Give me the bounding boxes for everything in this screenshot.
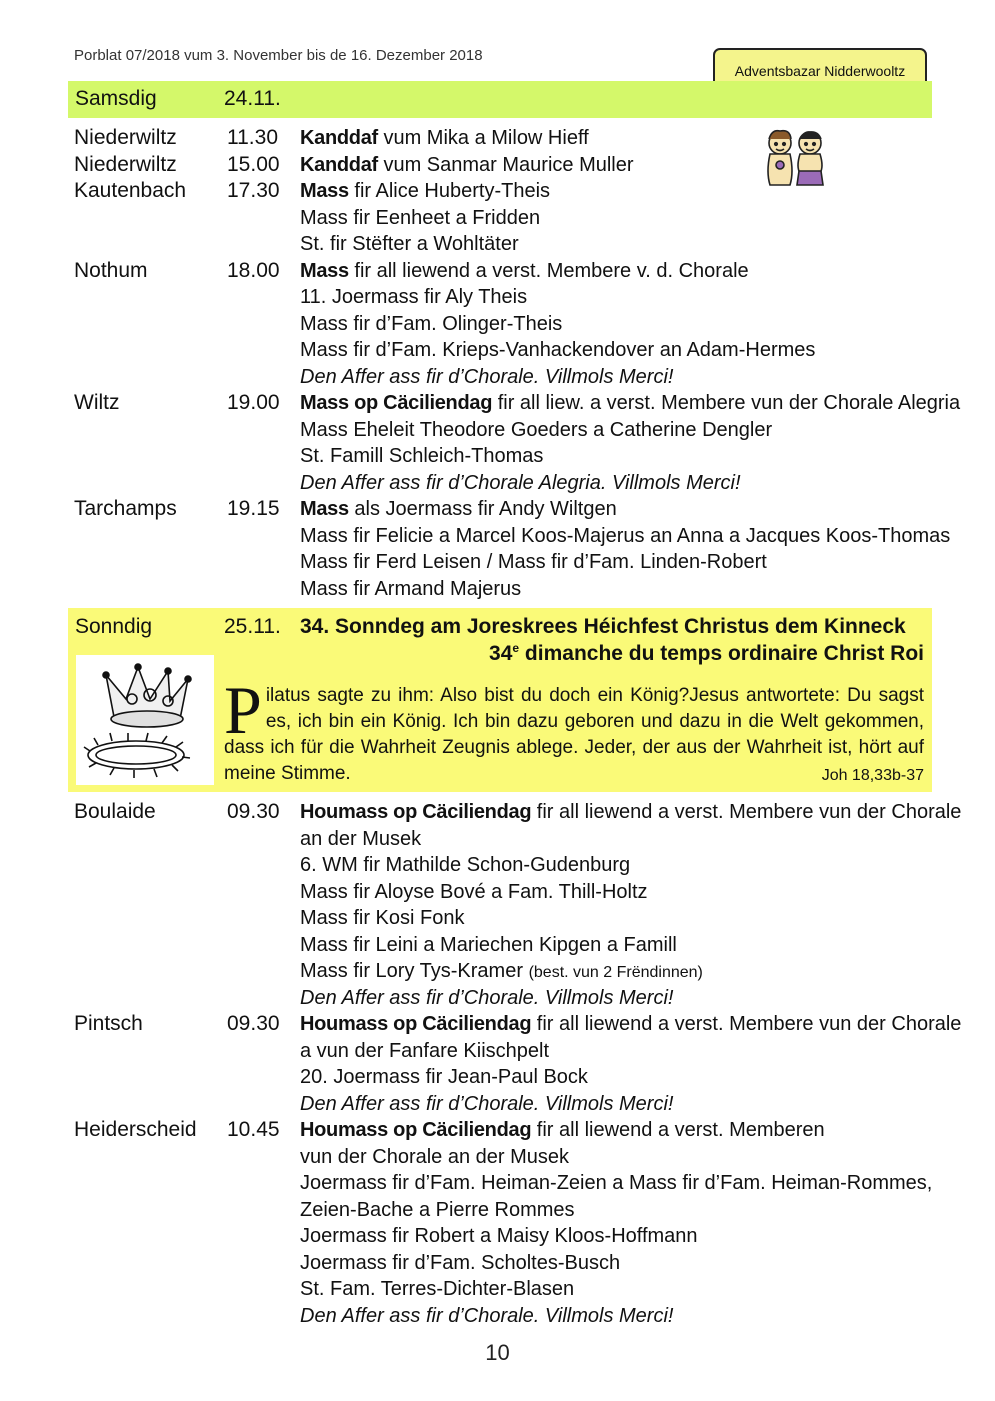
entry-time: 15.00 (227, 152, 280, 176)
entry-line: St. Famill Schleich-Thomas (300, 445, 544, 467)
entry-line: Mass fir Leini a Mariechen Kipgen a Famill (300, 933, 677, 956)
quote-text: ilatus sagte zu ihm: Also bist du doch ein König?Jesus antwortete: Du sagst es, ich bin ein König. Ich bin dazu geboren und dazu in die Welt gekommen, dass ich für die Wahrheit Zeugnis ablege. Jeder, der aus der Wahrheit ist, hört auf meine Stimme. (224, 685, 924, 784)
entry-line: Kanddaf vum Sanmar Maurice Muller (300, 153, 634, 176)
quote-reference: Joh 18,33b-37 (821, 767, 924, 784)
entry-time: 10.45 (227, 1118, 280, 1141)
entry-place: Heiderscheid (74, 1118, 197, 1141)
entry-line: Houmass op Cäciliendag fir all liewend a verst. Membere vun der Chorale (300, 1013, 962, 1035)
entry-line: Mass fir d’Fam. Krieps-Vanhackendover an Adam-Hermes (300, 339, 816, 361)
saturday-band (68, 81, 932, 118)
entry-line: Mass fir Alice Huberty-Theis (300, 180, 551, 202)
sunday-band (68, 608, 932, 792)
gospel-quote (224, 672, 924, 789)
sunday-subtitle: 34e dimanche du temps ordinaire Christ Roi (489, 641, 924, 665)
entry-line: Mass fir Ferd Leisen / Mass fir d’Fam. Linden-Robert (300, 551, 767, 573)
entry-line: Den Affer ass fir d’Chorale. Villmols Merci! (300, 365, 674, 388)
entry-line: Joermass fir d’Fam. Scholtes-Busch (300, 1251, 621, 1274)
crown-illustration (76, 655, 214, 785)
entry-line: Mass fir all liewend a verst. Membere v. d. Chorale (300, 259, 749, 282)
entry-line: 6. WM fir Mathilde Schon-Gudenburg (300, 854, 631, 876)
saturday-day: Samsdig (75, 87, 157, 110)
entry-line: Kanddaf vum Mika a Milow Hieff (300, 127, 589, 149)
entry-line: Mass fir Armand Majerus (300, 577, 522, 600)
entry-line: St. Fam. Terres-Dichter-Blasen (300, 1278, 575, 1300)
entry-place: Nothum (74, 258, 148, 282)
entry-place: Tarchamps (74, 497, 177, 520)
entry-time: 19.15 (227, 497, 280, 520)
entry-time: 18.00 (227, 258, 280, 282)
entry-line: Joermass fir Robert a Maisy Kloos-Hoffmann (300, 1225, 698, 1247)
entry-line: Houmass op Cäciliendag fir all liewend a verst. Membere vun der Chorale (300, 801, 962, 823)
entry-line: a vun der Fanfare Kiischpelt (300, 1039, 550, 1062)
entry-line: Mass als Joermass fir Andy Wiltgen (300, 498, 617, 520)
entry-line: Mass op Cäciliendag fir all liew. a verst. Membere vun der Chorale Alegria (300, 392, 961, 414)
entry-line: St. fir Stëfter a Wohltäter (300, 233, 519, 255)
sunday-day: Sonndig (75, 615, 153, 638)
entry-line: Mass Eheleit Theodore Goeders a Catherine Dengler (300, 418, 773, 441)
saturday-date: 24.11. (224, 87, 281, 110)
entry-line: Den Affer ass fir d’Chorale. Villmols Merci! (300, 1304, 674, 1327)
entry-line: Den Affer ass fir d’Chorale. Villmols Merci! (300, 986, 674, 1009)
entry-place: Kautenbach (74, 179, 187, 202)
entry-line: an der Musek (300, 827, 422, 850)
page-number: 10 (485, 1340, 510, 1365)
entry-time: 09.30 (227, 1012, 280, 1035)
entry-line: Den Affer ass fir d’Chorale. Villmols Merci! (300, 1092, 674, 1115)
entry-time: 11.30 (227, 126, 278, 149)
page-header: Porblat 07/2018 vum 3. November bis de 16. Dezember 2018 (74, 47, 483, 64)
entry-line: Den Affer ass fir d’Chorale Alegria. Villmols Merci! (300, 471, 741, 494)
entry-line: Zeien-Bache a Pierre Rommes (300, 1198, 575, 1221)
entry-time: 09.30 (227, 800, 280, 823)
entry-place: Wiltz (74, 391, 120, 414)
entry-place: Pintsch (74, 1012, 143, 1035)
quote-dropcap: P (224, 672, 262, 748)
entry-place: Niederwiltz (74, 126, 177, 149)
entry-line: Mass fir Eenheet a Fridden (300, 206, 541, 229)
entry-place: Niederwiltz (74, 152, 177, 176)
entry-line: Mass fir Felicie a Marcel Koos-Majerus an Anna a Jacques Koos-Thomas (300, 524, 951, 547)
entry-line: Mass fir Aloyse Bové a Fam. Thill-Holtz (300, 880, 648, 903)
entry-time: 17.30 (227, 179, 280, 202)
sunday-title: 34. Sonndeg am Joreskrees Héichfest Christus dem Kinneck (300, 615, 906, 638)
entry-line: 11. Joermass fir Aly Theis (300, 286, 528, 308)
entry-time: 19.00 (227, 391, 280, 414)
crown-and-thorns-icon (76, 655, 214, 785)
entry-line: 20. Joermass fir Jean-Paul Bock (300, 1066, 588, 1088)
sunday-date: 25.11. (224, 615, 281, 638)
entry-line: vun der Chorale an der Musek (300, 1145, 570, 1168)
entry-line: Mass fir Kosi Fonk (300, 907, 465, 929)
entry-line: Joermass fir d’Fam. Heiman-Zeien a Mass fir d’Fam. Heiman-Rommes, (300, 1172, 933, 1194)
notice-title: Adventsbazar Nidderwooltz (734, 63, 906, 79)
entry-line: Mass fir d’Fam. Olinger-Theis (300, 312, 563, 335)
entry-line: Mass fir Lory Tys-Kramer (best. vun 2 Frëndinnen) (300, 960, 703, 982)
entry-place: Boulaide (74, 800, 156, 823)
entry-line: Houmass op Cäciliendag fir all liewend a verst. Memberen (300, 1119, 825, 1141)
